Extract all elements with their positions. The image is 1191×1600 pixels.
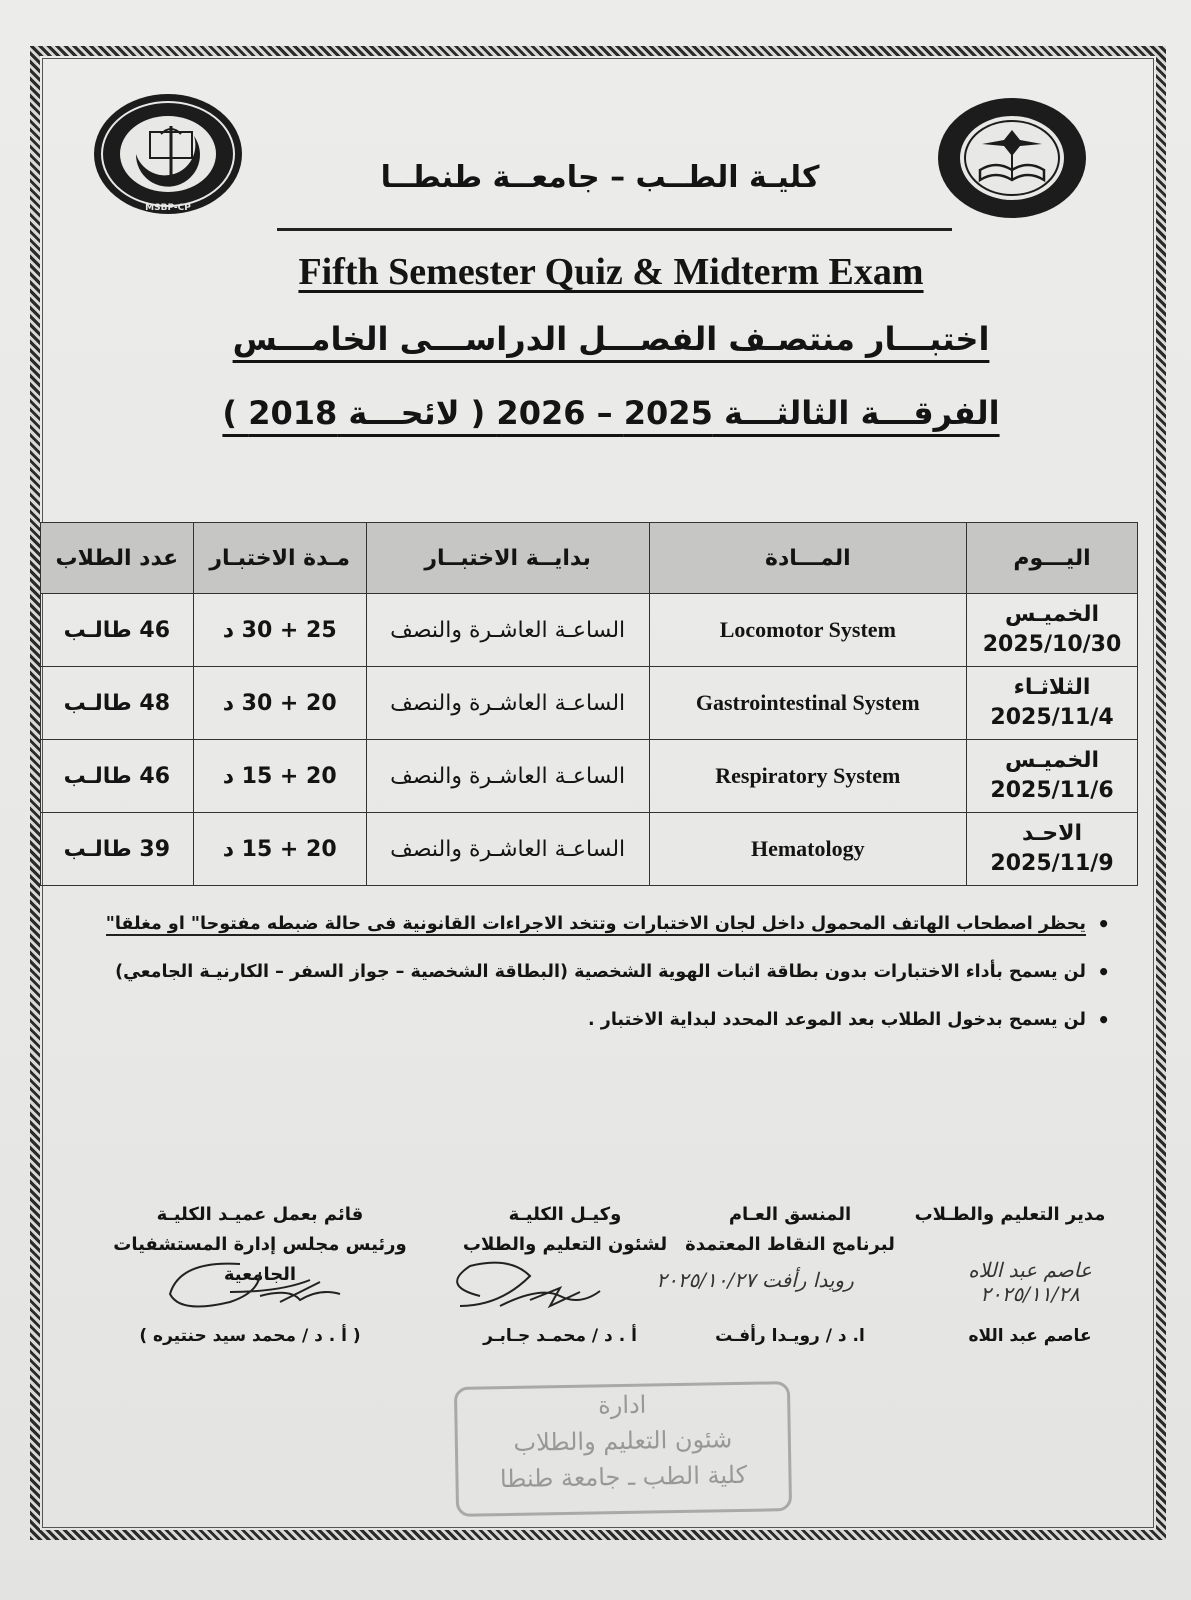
cell-duration: 25 + 30 د xyxy=(193,594,366,667)
cell-students: 39 طالـب xyxy=(41,813,194,886)
signature-acting-dean: قائم بعمل عميـد الكليـة ورئيس مجلس إدارة المستشفيات الجامعية xyxy=(113,1204,407,1285)
exam-schedule-table xyxy=(40,522,1138,886)
signer-name-coordinator: ا. د / رويـدا رأفـت xyxy=(715,1326,865,1346)
table-row xyxy=(41,740,1138,813)
signature-vice-dean: وكيـل الكليـة لشئون التعليم والطلاب xyxy=(462,1204,668,1255)
cell-duration: 20 + 30 د xyxy=(193,667,366,740)
table-row xyxy=(41,594,1138,667)
header-day: اليـــوم xyxy=(967,523,1138,594)
cell-start: الساعـة العاشـرة والنصف xyxy=(366,740,649,813)
header-duration: مـدة الاختبـار xyxy=(193,523,366,594)
header-start: بدايــة الاختبــار xyxy=(366,523,649,594)
cell-start: الساعـة العاشـرة والنصف xyxy=(366,813,649,886)
cell-subject: Hematology xyxy=(649,813,966,886)
cell-students: 46 طالـب xyxy=(41,594,194,667)
year-and-bylaw: الفرقـــة الثالثـــة 2025 – 2026 ( لائحـــة 2018 ) xyxy=(222,394,1000,432)
cell-duration: 20 + 15 د xyxy=(193,740,366,813)
faculty-name: كليـة الطــب – جامعــة طنطــا xyxy=(380,160,820,195)
rule-item: • لن يسمح بأداء الاختبارات بدون بطاقة اثبات الهوية الشخصية (البطاقة الشخصية – جواز السفر – الكارنيـة الجامعي) xyxy=(120,958,1110,1006)
cell-subject: Respiratory System xyxy=(649,740,966,813)
rule-item: • لن يسمح بدخول الطلاب بعد الموعد المحدد لبداية الاختبار . xyxy=(120,1006,1110,1054)
cell-subject: Locomotor System xyxy=(649,594,966,667)
header-subject: المـــادة xyxy=(649,523,966,594)
tanta-faculty-of-medicine-logo xyxy=(932,94,1092,224)
handwritten-signature-director: عاصم عبد اللاه ٢٠٢٥/١١/٢٨ xyxy=(968,1258,1092,1306)
signer-name-acting-dean: ( أ . د / محمد سيد حنتيره ) xyxy=(139,1326,361,1346)
cell-students: 46 طالـب xyxy=(41,740,194,813)
cell-start: الساعـة العاشـرة والنصف xyxy=(366,667,649,740)
exam-title-arabic: اختبـــار منتصـف الفصـــل الدراســـى الخامـــس xyxy=(232,320,990,358)
handwritten-signature-coordinator: رويدا رأفت ٢٠٢٥/١٠/٢٧ xyxy=(656,1268,854,1292)
cell-day: الخميـس 2025/11/6 xyxy=(967,740,1138,813)
exam-title-english: Fifth Semester Quiz & Midterm Exam xyxy=(298,251,924,293)
signer-name-director: عاصم عبد اللاه xyxy=(968,1326,1092,1346)
table-row xyxy=(41,667,1138,740)
rule-item: • يحظر اصطحاب الهاتف المحمول داخل لجان الاختبارات وتتخد الاجراءات القانونية فى حالة ضبطه مفتوحا" او مغلقا" xyxy=(120,910,1110,958)
signer-name-vice-dean: أ . د / محمـد جـابـر xyxy=(483,1326,637,1346)
tanta-university-msbp-logo xyxy=(88,92,248,222)
handwritten-signature-vice-dean xyxy=(440,1256,620,1326)
header-divider xyxy=(277,228,952,231)
table-header-row xyxy=(41,523,1138,594)
cell-day: الخميـس 2025/10/30 xyxy=(967,594,1138,667)
logo-left-caption: MSBP-CP xyxy=(145,203,191,213)
cell-day: الاحـد 2025/11/9 xyxy=(967,813,1138,886)
cell-students: 48 طالـب xyxy=(41,667,194,740)
handwritten-signature-acting-dean xyxy=(160,1252,360,1322)
cell-duration: 20 + 15 د xyxy=(193,813,366,886)
cell-subject: Gastrointestinal System xyxy=(649,667,966,740)
table-row xyxy=(41,813,1138,886)
header-students: عدد الطلاب xyxy=(41,523,194,594)
signature-general-coordinator: المنسق العـام لبرنامج النقاط المعتمدة xyxy=(685,1204,895,1255)
cell-start: الساعـة العاشـرة والنصف xyxy=(366,594,649,667)
exam-rules-list xyxy=(105,910,1110,1054)
signature-education-director: مدير التعليم والطـلاب xyxy=(914,1204,1106,1225)
cell-day: الثلاثـاء 2025/11/4 xyxy=(967,667,1138,740)
office-stamp: ادارة شئون التعليم والطلاب كلية الطب ـ جامعة طنطا xyxy=(454,1381,792,1517)
